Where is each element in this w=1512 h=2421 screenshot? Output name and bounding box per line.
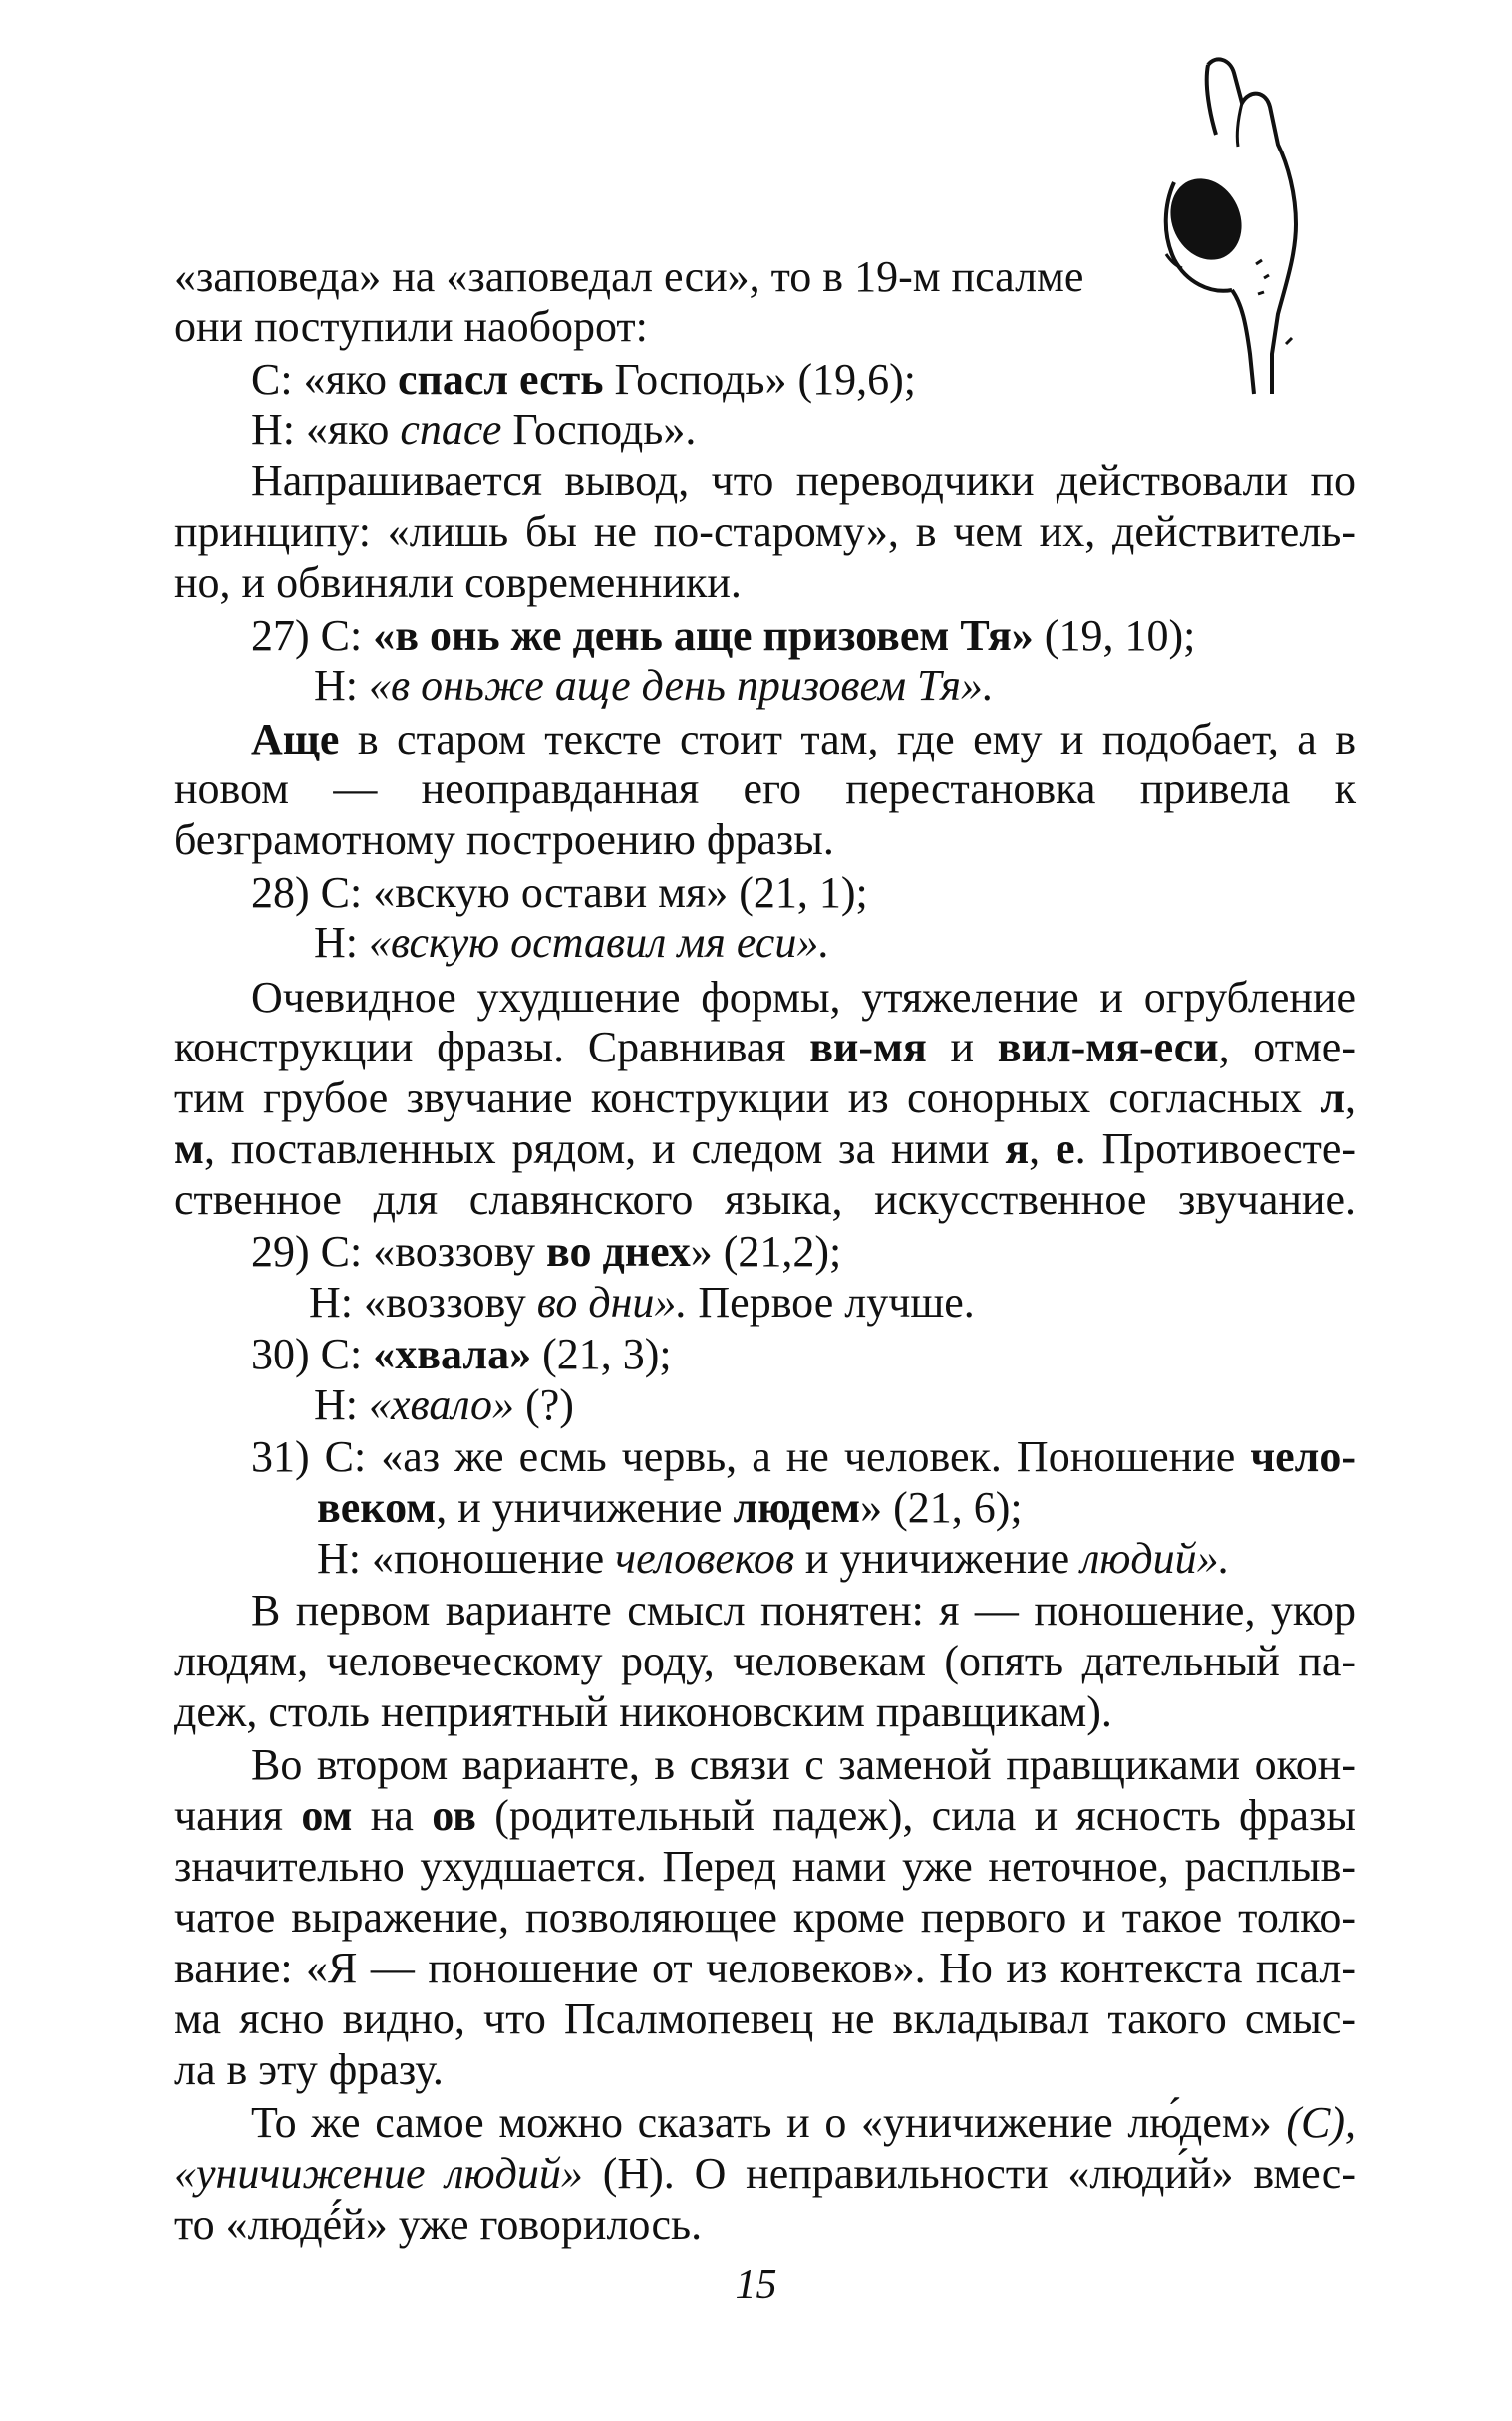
text-run: тим грубое звучание конструкции из сонорных согласных — [174, 1073, 1321, 1122]
text-run: , поставленных рядом, и следом за ними — [203, 1124, 1006, 1173]
text-line — [251, 1329, 672, 1380]
bold-text: Аще — [251, 715, 340, 763]
italic-text: спасе — [400, 405, 502, 454]
bold-text: веком — [317, 1483, 437, 1532]
italic-text: во дни». — [536, 1278, 688, 1327]
text-line — [314, 660, 994, 712]
text-line — [251, 714, 1356, 765]
text-run: конструкции фразы. Сравнивая — [174, 1023, 810, 1071]
text-line — [251, 972, 1356, 1024]
text-line — [174, 1174, 1356, 1226]
text-run: То же самое можно сказать и о «уничижение лю́дем» — [251, 2098, 1287, 2147]
text-line — [174, 2148, 1356, 2200]
text-run: ственное для славянского языка, искусственное звучание. — [174, 1175, 1356, 1224]
text-run: Во втором варианте, в связи с заменой правщиками окон- — [251, 1740, 1356, 1789]
text-line — [174, 557, 742, 609]
text-line — [174, 1790, 1356, 1842]
italic-text: «уничижение людий» — [174, 2149, 583, 2198]
text-line — [251, 610, 1195, 662]
text-run: С: «яко — [251, 355, 398, 404]
italic-text: «вскую оставил мя еси». — [369, 918, 830, 967]
text-run: они поступили наоборот: — [174, 302, 648, 351]
text-line — [251, 1226, 841, 1278]
text-run: Н: «поношение — [317, 1534, 616, 1583]
bold-text: чело- — [1250, 1432, 1356, 1481]
text-line — [251, 404, 696, 455]
bold-text: л — [1320, 1073, 1345, 1122]
text-line — [314, 917, 829, 969]
bold-text: во днех — [546, 1227, 691, 1276]
text-line — [317, 1482, 1023, 1534]
text-run: ла в эту фразу. — [174, 2045, 444, 2094]
text-line — [174, 1636, 1356, 1687]
text-line — [174, 763, 1356, 815]
text-run: Господь» (19,6); — [603, 355, 916, 404]
text-run: и — [926, 1023, 998, 1071]
italic-text: людий». — [1080, 1534, 1230, 1583]
text-run: Н: — [314, 1380, 369, 1429]
text-run: то «людé́й» уже говорилось. — [174, 2200, 703, 2249]
bold-text: е — [1056, 1124, 1075, 1173]
text-run: Н: «воззову — [309, 1278, 537, 1327]
text-line — [309, 1277, 975, 1329]
text-run: «заповеда» на «заповедал еси», то в 19-м псалме — [174, 252, 1084, 301]
text-line — [174, 814, 834, 866]
text-line — [251, 455, 1356, 507]
text-line — [251, 1739, 1356, 1791]
text-run: но, и обвиняли современники. — [174, 558, 742, 607]
text-run: новом — неоправданная его перестановка привела к — [174, 764, 1356, 813]
bold-text: «в онь же день аще призовем Тя» — [373, 611, 1034, 660]
text-run: Напрашивается вывод, что переводчики действовали по — [251, 456, 1356, 505]
text-run: 28) С: «вскую остави мя» (21, 1); — [251, 868, 868, 917]
text-line — [174, 1892, 1356, 1944]
text-run: на — [352, 1791, 433, 1840]
text-line — [174, 506, 1356, 558]
text-run: 30) С: — [251, 1330, 374, 1378]
text-run: , — [1345, 1073, 1356, 1122]
text-run: ма ясно видно, что Псалмопевец не вкладывал такого смыс- — [174, 1994, 1356, 2043]
text-line — [251, 1585, 1356, 1637]
text-run: вание: «Я — поношение от человеков». Но из контекста псал- — [174, 1944, 1356, 1992]
text-run: (19, 10); — [1033, 611, 1196, 660]
text-line — [174, 1022, 1356, 1073]
text-run: , отме- — [1218, 1023, 1356, 1071]
text-run: Очевидное ухудшение формы, утяжеление и огрубление — [251, 973, 1356, 1022]
text-run: безграмотному построению фразы. — [174, 815, 834, 864]
text-line — [174, 2044, 444, 2096]
text-run: (21, 3); — [531, 1330, 672, 1378]
text-run: . Противоесте- — [1074, 1124, 1357, 1173]
text-run: » (21,2); — [690, 1227, 842, 1276]
hand-illustration-icon — [1146, 55, 1346, 444]
bold-text: я — [1005, 1124, 1030, 1173]
text-run: значительно ухудшается. Перед нами уже неточное, расплыв- — [174, 1842, 1356, 1891]
bold-text: вил-мя-еси — [997, 1023, 1219, 1071]
text-run: в старом тексте стоит там, где ему и подобает, а в — [339, 715, 1356, 763]
text-run: чания — [174, 1791, 302, 1840]
text-run: принципу: «лишь бы не по-старому», в чем их, действитель- — [174, 507, 1356, 556]
text-line — [251, 1431, 1356, 1483]
text-line — [251, 867, 868, 919]
text-line — [317, 1533, 1230, 1585]
text-line — [174, 1686, 1112, 1738]
text-run: и уничижение — [793, 1534, 1081, 1583]
text-line — [174, 1841, 1356, 1893]
bold-text: ви-мя — [809, 1023, 927, 1071]
text-run: Первое лучше. — [687, 1278, 975, 1327]
text-line — [174, 1123, 1356, 1175]
bold-text: людем — [733, 1483, 861, 1532]
text-run: (родительный падеж), сила и ясность фразы — [475, 1791, 1356, 1840]
text-run: , и уничижение — [436, 1483, 734, 1532]
text-run: Господь». — [501, 405, 697, 454]
text-line — [174, 1943, 1356, 1994]
text-run: Н: — [314, 918, 369, 967]
text-run: чатое выражение, позволяющее кроме первого и такое толко- — [174, 1893, 1356, 1942]
text-line — [174, 1072, 1356, 1124]
text-run: (?) — [514, 1380, 574, 1429]
text-line — [174, 2199, 702, 2251]
italic-text: (С), — [1286, 2098, 1356, 2147]
text-line — [174, 301, 648, 353]
bold-text: ов — [432, 1791, 476, 1840]
bold-text: м — [174, 1124, 204, 1173]
text-line — [174, 1993, 1356, 2045]
text-line — [314, 1379, 574, 1431]
text-line — [174, 251, 1116, 303]
text-run: Н: — [314, 661, 369, 710]
text-run: Н: «яко — [251, 405, 401, 454]
bold-text: ом — [301, 1791, 353, 1840]
italic-text: «в оньже аще день призовем Тя». — [369, 661, 994, 710]
text-run: В первом варианте смысл понятен: я — поношение, укор — [251, 1586, 1356, 1635]
bold-text: «хвала» — [373, 1330, 532, 1378]
text-run: , — [1029, 1124, 1057, 1173]
text-run: 31) С: «аз же есмь червь, а не человек. Поношение — [251, 1432, 1251, 1481]
text-run: людям, человеческому роду, человекам (опять дательный па- — [174, 1637, 1356, 1685]
text-line — [251, 2097, 1356, 2149]
text-run: (Н). О неправильности «люди́й» вмес- — [582, 2149, 1356, 2198]
text-run: 29) С: «воззову — [251, 1227, 547, 1276]
italic-text: «хвало» — [369, 1380, 515, 1429]
italic-text: человеков — [615, 1534, 794, 1583]
text-run: 27) С: — [251, 611, 374, 660]
bold-text: спасл есть — [397, 355, 604, 404]
text-run: деж, столь неприятный никоновским правщикам). — [174, 1687, 1112, 1736]
text-run: » (21, 6); — [860, 1483, 1023, 1532]
page-number: 15 — [735, 2263, 777, 2308]
text-line — [251, 354, 916, 406]
